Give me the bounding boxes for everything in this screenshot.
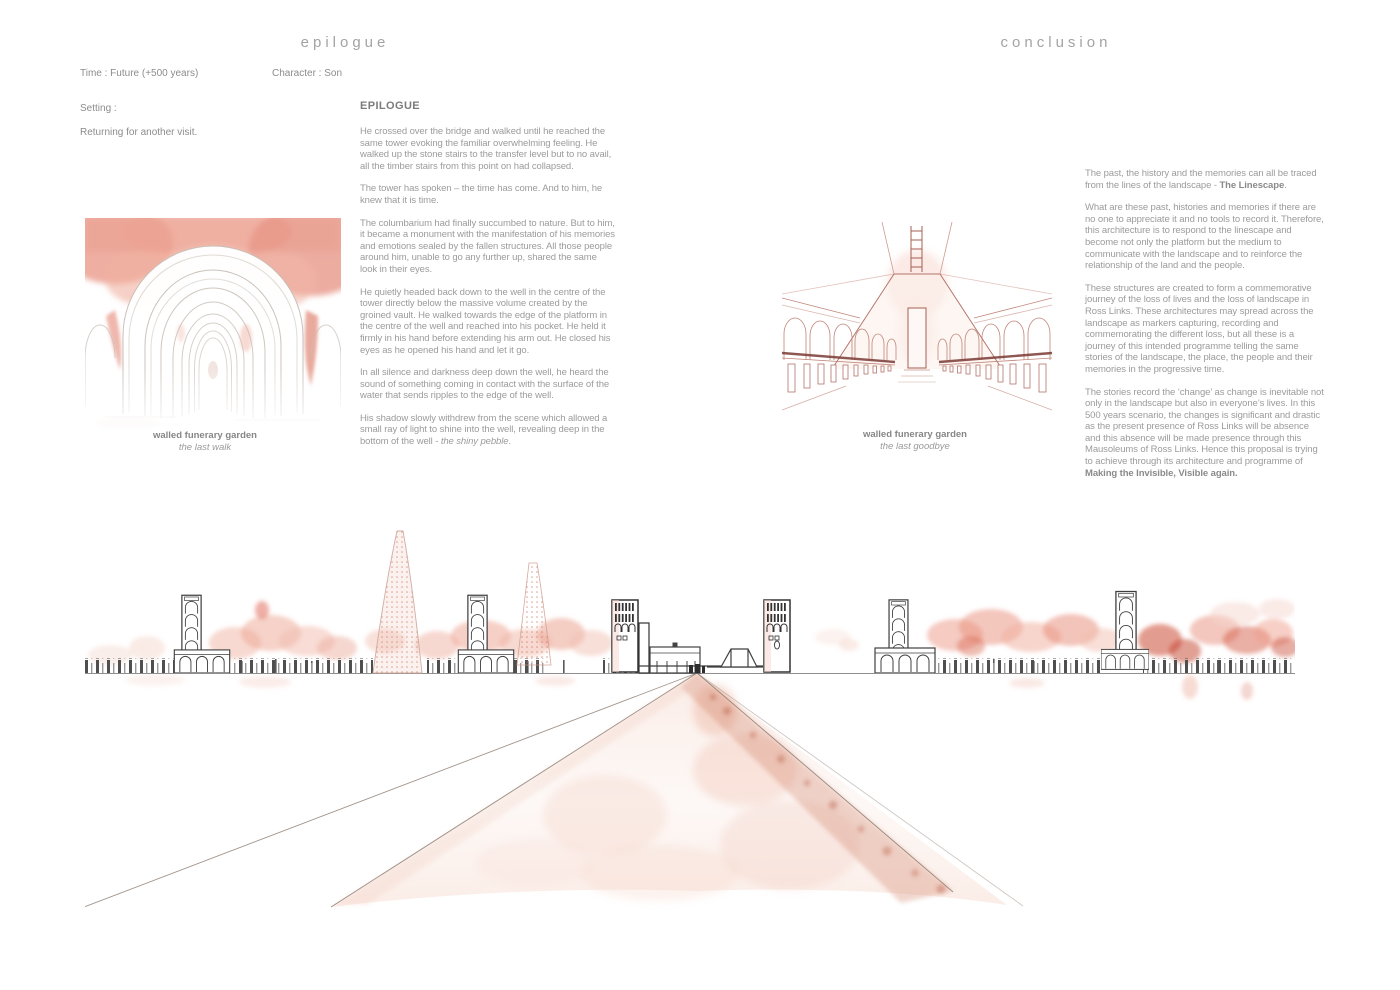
conclusion-p4-bold: Making the Invisible, Visible again. (1085, 467, 1238, 479)
apex-gate (689, 664, 705, 673)
conclusion-paragraph (1085, 387, 1325, 480)
meta-setting-value: Returning for another visit. (80, 127, 198, 138)
epilogue-paragraph (360, 413, 616, 448)
cone-door (908, 308, 926, 368)
epilogue-heading: EPILOGUE (360, 100, 421, 112)
left-caption-title: walled funerary garden (152, 430, 257, 441)
conclusion-paragraph: These structures are created to form a commemorative journey of the loss of lives and the loss of landscape in Ross Links. These architectures may spread across the landscape as markers capturing, recording and commemorating the different loss, but all these is a journey of this intended programme telling the same stories of the landscape, the place, the people and their memories in the progressive time. (1085, 282, 1314, 375)
epilogue-paragraph: He quietly headed back down to the well in the centre of the tower directly below the massive volume created by the groined vault. He walked towards the edge of the platform in the centre of the well and reached into his pocket. He held it firmly in his hand before extending his arm out. He closed his eyes as he opened his hand and let it go. (360, 286, 611, 356)
bottom-fade (85, 368, 341, 430)
conclusion-p4-pre: The stories record the ‘change’ as change is inevitable not only in the landscape but also in everyone’s lives. In this 500 years scenario, the changes is significant and drastic as the present presence of Ross Links will be absence and this absence will be made presence through this Mausoleums of Ross Links. Hence this proposal is trying to achieve through its architecture and programme of (1085, 386, 1324, 468)
centre-steps (898, 370, 936, 382)
gate-tower (612, 600, 638, 672)
conclusion-paragraph (1085, 168, 1325, 191)
conclusion-section-title: conclusion (1000, 34, 1112, 51)
conclusion-p1-bold: The Linescape (1219, 179, 1285, 191)
pew-row-left (782, 353, 895, 410)
pew-row-right (939, 353, 1052, 410)
conclusion-p1-post: . (1284, 179, 1287, 191)
epilogue-paragraph: The columbarium had finally succumbed to nature. But to him, it became a monument with the manifestation of his memories and emotions sealed by the fallen structures. All those people around him, unable to go any further up, shared the same look in their eyes. (360, 217, 615, 275)
epilogue-p6-pre: His shadow slowly withdrew from the scene which allowed a small ray of light to shine into the well, revealing deep in the bottom of the well - (360, 412, 608, 448)
epilogue-paragraph: The tower has spoken – the time has come. And to him, he knew that it is time. (360, 183, 603, 206)
meta-setting-label: Setting : (80, 103, 117, 114)
linescape-panorama-illustration (85, 515, 1295, 915)
meta-time: Time : Future (+500 years) (80, 68, 199, 79)
meta-character: Character : Son (272, 68, 343, 79)
conclusion-p1-pre: The past, the history and the memories can all be traced from the lines of the landscape - (1085, 168, 1317, 191)
bridge-trapezoid (721, 649, 757, 667)
right-caption-title: walled funerary garden (862, 429, 967, 440)
epilogue-section-title: epilogue (300, 34, 390, 51)
left-figure-caption (105, 430, 305, 454)
conclusion-text (1085, 168, 1325, 490)
right-figure-caption (815, 429, 1015, 453)
panorama-figure (85, 515, 1295, 915)
gate-tower (764, 600, 790, 672)
arcade-tower-base (1101, 649, 1149, 669)
left-caption-subtitle: the last walk (178, 442, 232, 453)
ground-washes (125, 674, 1045, 688)
arched-corridor-illustration (85, 218, 341, 430)
columbarium-tower-small (517, 563, 551, 665)
epilogue-p6-italic: the shiny pebble (440, 436, 509, 448)
conclusion-paragraph: What are these past, histories and memories if there are no one to appreciate it and no tools to record it. Therefore, this architecture is to respond to the linescape and become not only the platform but the medium to communicate with the landscape and to reinforce the relationship of the land and the people. (1085, 202, 1324, 272)
arcade-tower-base (875, 648, 935, 673)
epilogue-text (360, 126, 616, 459)
epilogue-p6-post: . (508, 436, 511, 448)
left-figure (85, 218, 341, 430)
mound (85, 673, 1023, 912)
epilogue-paragraph: In all silence and darkness deep down the well, he heard the sound of something coming in contact with the surface of the water that sends ripples to the edge of the well. (360, 367, 610, 402)
right-figure (782, 222, 1052, 427)
columbarium-tint (373, 531, 422, 673)
arcade-tower-base (458, 650, 513, 673)
right-caption-subtitle: the last goodbye (880, 441, 950, 452)
arcade-tower-base (174, 650, 229, 673)
epilogue-paragraph: He crossed over the bridge and walked until he reached the same tower evoking the familiar overwhelming feeling. He walked up the stone stairs to the transfer level but to no avail, all the timber stairs from this point on had collapsed. (360, 126, 612, 172)
funerary-garden-illustration (782, 222, 1052, 427)
